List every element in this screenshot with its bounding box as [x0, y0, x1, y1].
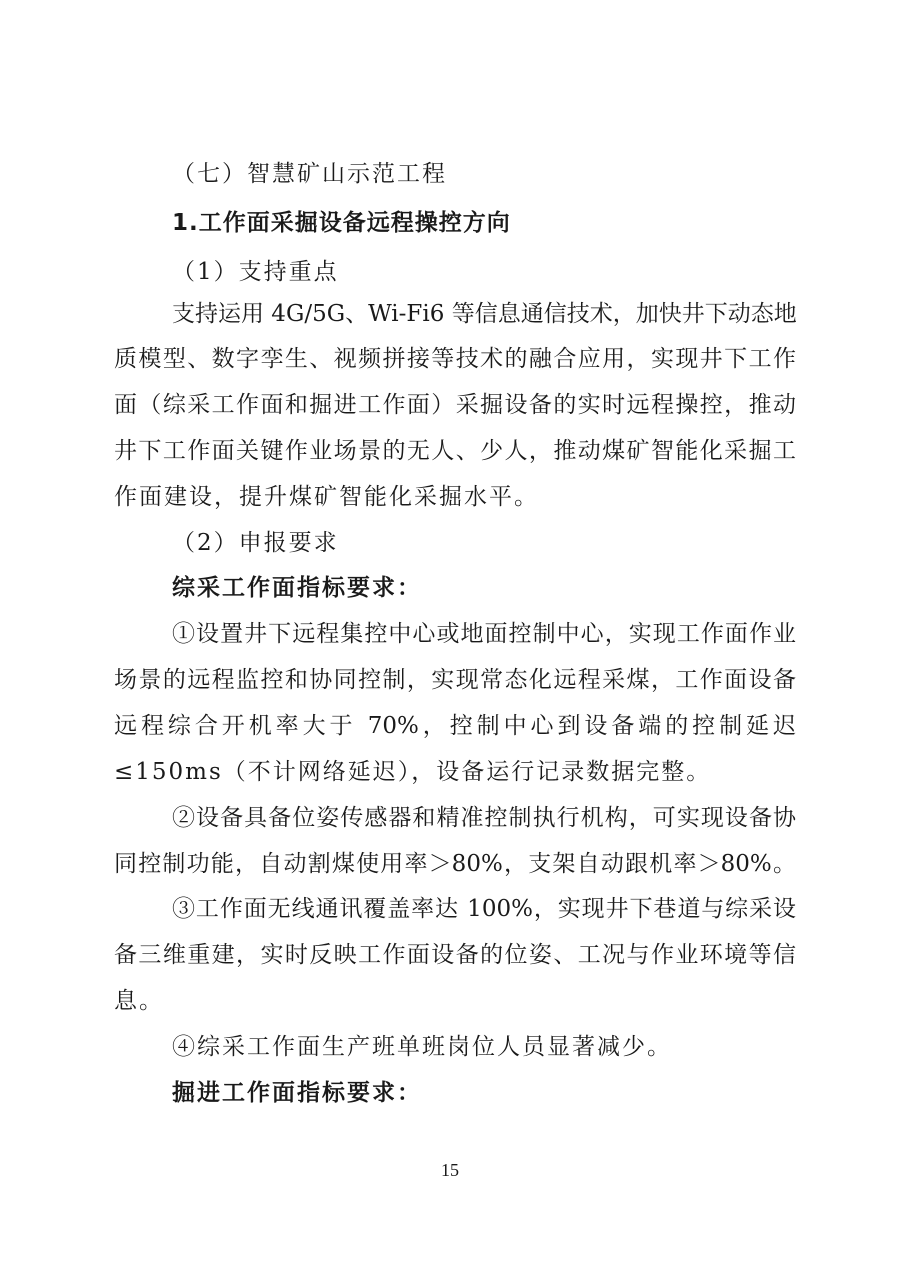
excavation-heading: 掘进工作面指标要求： — [172, 1080, 422, 1106]
requirement-item-line: ①设置井下远程集控中心或地面控制中心，实现工作面作业 — [172, 621, 796, 647]
requirement-item-line: 远程综合开机率大于 70%，控制中心到设备端的控制延迟 — [114, 713, 796, 739]
requirement-item-line: 备三维重建，实时反映工作面设备的位姿、工况与作业环境等信 — [114, 942, 796, 968]
requirement-item-line: 场景的远程监控和协同控制，实现常态化远程采煤，工作面设备 — [114, 667, 796, 693]
support-paragraph-line: 质模型、数字孪生、视频拼接等技术的融合应用，实现井下工作 — [114, 346, 796, 372]
requirement-item-line: ③工作面无线通讯覆盖率达 100%，实现井下巷道与综采设 — [172, 896, 796, 922]
support-paragraph-line: 面（综采工作面和掘进工作面）采掘设备的实时远程操控，推动 — [114, 392, 796, 418]
support-focus-heading: （1）支持重点 — [172, 259, 339, 285]
page-number: 15 — [441, 1160, 459, 1180]
requirement-item-line: 同控制功能，自动割煤使用率＞80%，支架自动跟机率＞80%。 — [114, 851, 796, 877]
requirement-item-line: ④综采工作面生产班单班岗位人员显著减少。 — [172, 1034, 672, 1060]
requirements-heading: （2）申报要求 — [172, 530, 339, 556]
requirement-item-line: ②设备具备位姿传感器和精准控制执行机构，可实现设备协 — [172, 805, 796, 831]
requirement-item-line: 息。 — [114, 988, 164, 1014]
support-paragraph-line: 井下工作面关键作业场景的无人、少人，推动煤矿智能化采掘工 — [114, 438, 796, 464]
subsection-title: 1.工作面采掘设备远程操控方向 — [172, 210, 511, 236]
requirement-item-line: ≤150ms（不计网络延迟），设备运行记录数据完整。 — [114, 759, 712, 785]
support-paragraph-line: 支持运用 4G/5G、Wi-Fi6 等信息通信技术，加快井下动态地 — [172, 301, 797, 327]
section-heading: （七）智慧矿山示范工程 — [172, 161, 447, 187]
fully-mechanized-heading: 综采工作面指标要求： — [172, 575, 422, 601]
support-paragraph-line: 作面建设，提升煤矿智能化采掘水平。 — [114, 484, 539, 510]
